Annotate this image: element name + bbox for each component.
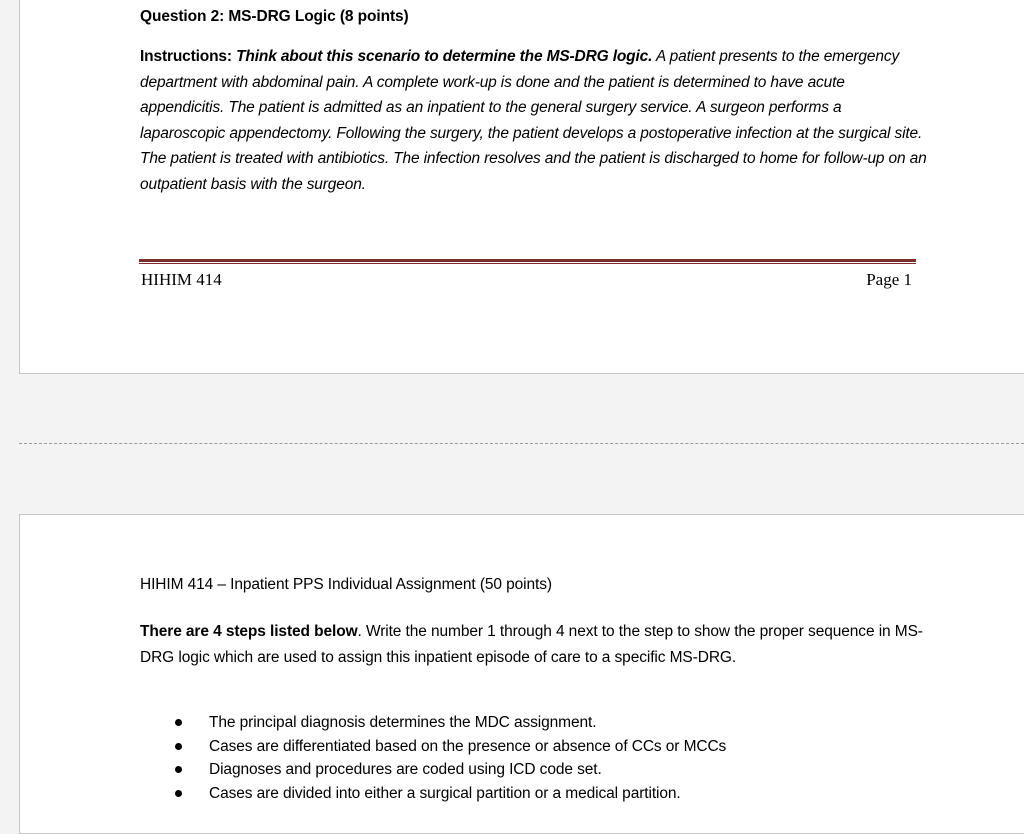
step-text: Cases are divided into either a surgical partition or a medical partition. [209,784,681,802]
bullet-icon [175,743,182,750]
footer-page-number: Page 1 [866,270,912,289]
page-header: HIHIM 414 – Inpatient PPS Individual Assignment (50 points) [140,576,552,593]
list-item [175,711,726,735]
bullet-icon [175,766,182,773]
step-text: The principal diagnosis determines the MDC assignment. [209,714,597,731]
steps-intro-bold: There are 4 steps listed below [140,623,358,640]
question-title: Question 2: MS-DRG Logic (8 points) [140,8,409,25]
instructions-paragraph [140,44,930,198]
instructions-body: A patient presents to the emergency department with abdominal pain. A complete work-up is done and the patient is determined to have acute appendicitis. The patient is admitted as an inpatient to the general surgery service. A surgeon performs a laparoscopic appendectomy. Following the surgery, the patient develops a postoperative infection at the surgical site. The patient is treated with antibiotics. The infection resolves and the patient is discharged to home for follow-up on an outpatient basis with the surgeon. [140,48,927,193]
document-page-1 [19,0,1024,374]
page-break-divider [19,443,1024,444]
instructions-lead: Instructions: [140,48,232,65]
footer-divider [139,259,916,264]
step-text: Cases are differentiated based on the presence or absence of CCs or MCCs [209,737,727,755]
list-item [175,782,726,806]
bullet-icon [175,790,182,797]
step-text: Diagnoses and procedures are coded using ICD code set. [209,761,602,778]
list-item [175,735,726,759]
list-item [175,758,726,782]
footer-course: HIHIM 414 [141,270,222,289]
bullet-icon [175,719,182,726]
steps-intro-rest: . Write the number 1 through 4 next to the step to show the proper sequence in MS-DRG logic which are used to assign this inpatient episode of care to a specific MS-DRG. [140,623,923,666]
steps-list [175,711,726,805]
instructions-emphasis: Think about this scenario to determine the MS-DRG logic. [236,48,653,65]
steps-intro-paragraph [140,619,930,671]
document-page-2 [19,514,1024,834]
